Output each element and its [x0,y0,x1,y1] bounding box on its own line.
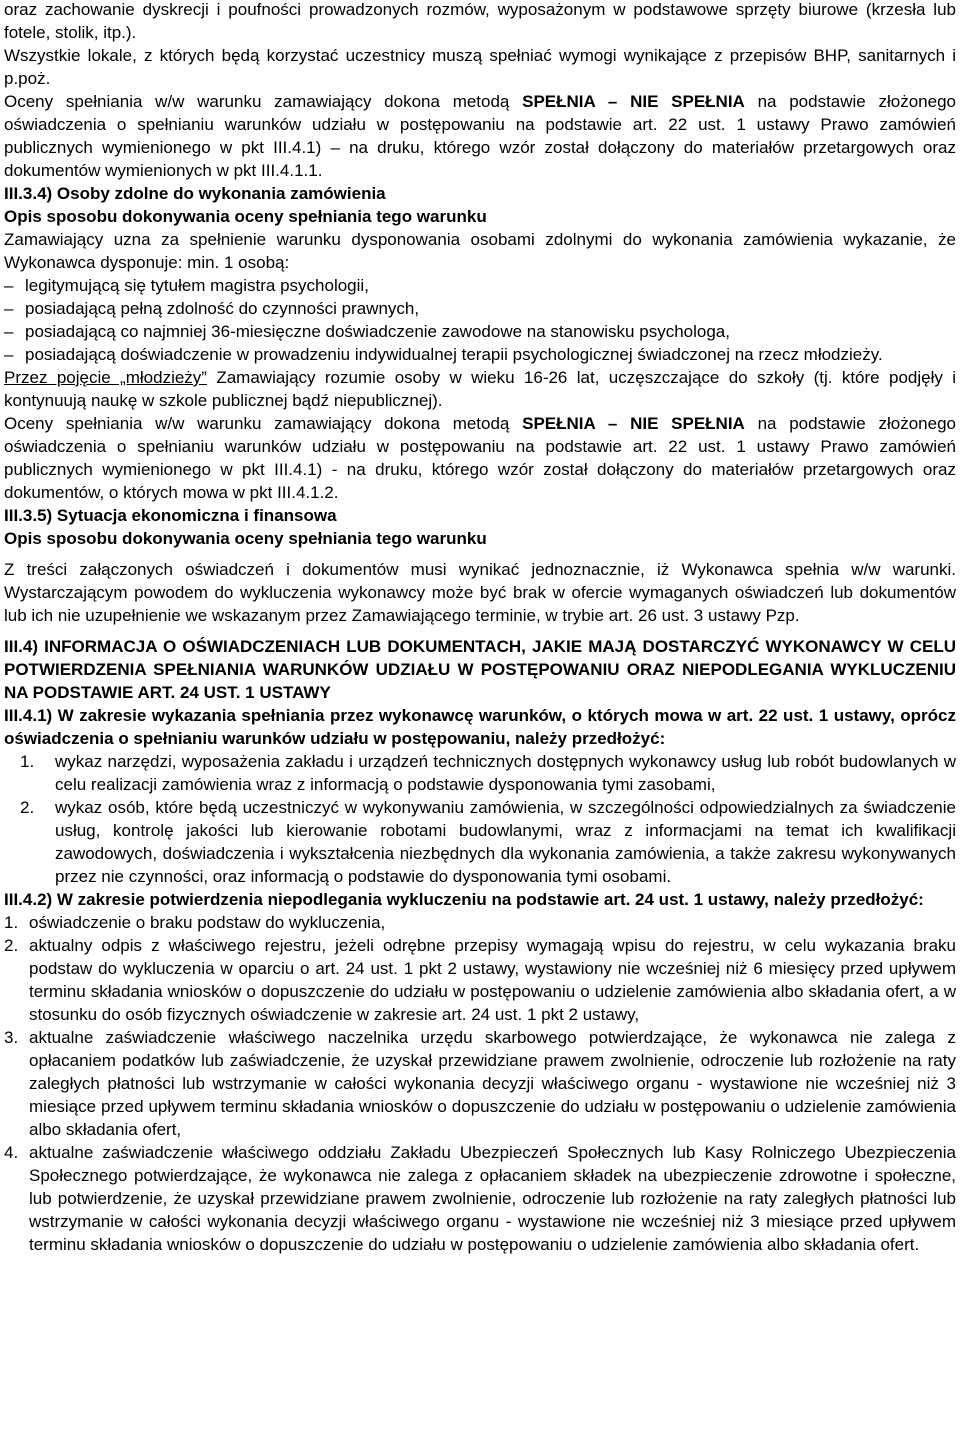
heading-section-3-3-4: III.3.4) Osoby zdolne do wykonania zamówienia [4,184,386,203]
heading-section-3-3-5: III.3.5) Sytuacja ekonomiczna i finansowa [4,506,337,525]
list-item: – posiadającą pełną zdolność do czynności prawnych, [4,299,420,318]
paragraph-youth-definition: Przez pojęcie „młodzieży” Zamawiający rozumie osoby w wieku 16-26 lat, uczęszczające do szkoły (tj. które podjęły i kontynuują naukę w szkole publicznej bądź niepublicznej). [4,368,956,410]
list-item: 2. aktualny odpis z właściwego rejestru, jeżeli odrębne przepisy wymagają wpisu do rejestru, w celu wykazania braku podstaw do wykluczenia w oparciu o art. 24 ust. 1 pkt 2 ustawy, wystawiony nie wcześniej niż 6 miesięcy przed upływem terminu składania wniosków o dopuszczenie do udziału w postępowaniu o udzielenie zamówienia albo składania ofert, a w stosunku do osób fizycznych oświadczenie w zakresie art. 24 ust. 1 pkt 2 ustawy, [4,936,956,1024]
list-item: 2. wykaz osób, które będą uczestniczyć w wykonywaniu zamówienia, w szczególności odpowiedzialnych za świadczenie usług, kontrolę jakości lub kierowanie robotami budowlanymi, wraz z informacjami na temat ich kwalifikacji zawodowych, doświadczenia i wykształcenia niezbędnych dla wykonania zamówienia, a także zakresu wykonywanych przez nie czynności, oraz informacją o podstawie do dysponowania tymi osobami. [20,798,956,886]
paragraph-bhp-requirements: Wszystkie lokale, z których będą korzystać uczestnicy muszą spełniać wymogi wynikające z przepisów BHP, sanitarnych i p.poż. [4,46,956,88]
list-item: – posiadającą doświadczenie w prowadzeniu indywidualnej terapii psychologicznej świadczonej na rzecz młodzieży. [4,345,883,364]
heading-section-3-4-2: III.4.2) W zakresie potwierdzenia niepodlegania wykluczeniu na podstawie art. 24 ust. 1 ustawy, należy przedłożyć: [4,890,924,909]
list-item: 1. wykaz narzędzi, wyposażenia zakładu i urządzeń technicznych dostępnych wykonawcy usług lub robót budowlanych w celu realizacji zamówienia wraz z informacją o podstawie dysponowania tymi zasobami, [20,752,956,794]
numbered-list-conditions [4,750,956,888]
paragraph-evaluation-method-2: Oceny spełniania w/w warunku zamawiający dokona metodą SPEŁNIA – NIE SPEŁNIA na podstawie złożonego oświadczenia o spełnianiu warunków udziału w postępowaniu na podstawie art. 22 ust. 1 ustawy Prawo zamówień publicznych wymienionego w pkt III.4.1) - na druku, którego wzór został dołączony do materiałów przetargowych oraz dokumentów, o których mowa w pkt III.4.1.2. [4,414,956,502]
dash-list-qualifications [4,274,956,366]
list-item: – legitymującą się tytułem magistra psychologii, [4,276,369,295]
paragraph-personnel-requirement: Zamawiający uzna za spełnienie warunku dysponowania osobami zdolnymi do wykonania zamówienia wykazanie, że Wykonawca dysponuje: min. 1 osobą: [4,230,956,272]
heading-section-3-4-1: III.4.1) W zakresie wykazania spełniania przez wykonawcę warunków, o których mowa w art. 22 ust. 1 ustawy, oprócz oświadczenia o spełnianiu warunków udziału w postępowaniu, należy przedłożyć: [4,706,956,748]
paragraph-furnishing: oraz zachowanie dyskrecji i poufności prowadzonych rozmów, wyposażonym w podstawowe sprzęty biurowe (krzesła lub fotele, stolik, itp.). [4,0,956,42]
document-page [4,0,956,1256]
paragraph-evaluation-method-1: Oceny spełniania w/w warunku zamawiający dokona metodą SPEŁNIA – NIE SPEŁNIA na podstawie złożonego oświadczenia o spełnianiu warunków udziału w postępowaniu na podstawie art. 22 ust. 1 ustawy Prawo zamówień publicznych wymienionego w pkt III.4.1) – na druku, którego wzór został dołączony do materiałów przetargowych oraz dokumentów wymienionych w pkt III.4.1.1. [4,92,956,180]
heading-evaluation-description-2: Opis sposobu dokonywania oceny spełniania tego warunku [4,529,487,548]
numbered-list-exclusion [4,911,956,1256]
list-item: – posiadającą co najmniej 36-miesięczne doświadczenie zawodowe na stanowisku psychologa, [4,322,730,341]
list-item: 4. aktualne zaświadczenie właściwego oddziału Zakładu Ubezpieczeń Społecznych lub Kasy Rolniczego Ubezpieczenia Społecznego potwierdzające, że wykonawca nie zalega z opłacaniem składek na ubezpieczenie zdrowotne i społeczne, lub potwierdzenie, że uzyskał przewidziane prawem zwolnienie, odroczenie lub rozłożenie na raty zaległych płatności lub wstrzymanie w całości wykonania decyzji właściwego organu - wystawione nie wcześniej niż 3 miesiące przed upływem terminu składania wniosków o dopuszczenie do udziału w postępowaniu o udzielenie zamówienia albo składania ofert. [4,1143,956,1254]
paragraph-documents-requirement: Z treści załączonych oświadczeń i dokumentów musi wynikać jednoznacznie, iż Wykonawca spełnia w/w warunki. Wystarczającym powodem do wykluczenia wykonawcy może być brak w ofercie wymaganych oświadczeń lub dokumentów lub ich nie uzupełnienie we wskazanym przez Zamawiającego terminie, w trybie art. 26 ust. 3 ustawy Pzp. [4,560,956,625]
heading-section-3-4: III.4) INFORMACJA O OŚWIADCZENIACH LUB DOKUMENTACH, JAKIE MAJĄ DOSTARCZYĆ WYKONAWCY W CELU POTWIERDZENIA SPEŁNIANIA WARUNKÓW UDZIAŁU W POSTĘPOWANIU ORAZ NIEPODLEGANIA WYKLUCZENIU NA PODSTAWIE ART. 24 UST. 1 USTAWY [4,637,956,702]
list-item: 3. aktualne zaświadczenie właściwego naczelnika urzędu skarbowego potwierdzające, że wykonawca nie zalega z opłacaniem podatków lub zaświadczenie, że uzyskał przewidziane prawem zwolnienie, odroczenie lub rozłożenie na raty zaległych płatności lub wstrzymanie w całości wykonania decyzji właściwego organu - wystawione nie wcześniej niż 3 miesiące przed upływem terminu składania wniosków o dopuszczenie do udziału w postępowaniu o udzielenie zamówienia albo składania ofert, [4,1028,956,1139]
list-item: 1. oświadczenie o braku podstaw do wykluczenia, [4,913,386,932]
heading-evaluation-description-1: Opis sposobu dokonywania oceny spełniania tego warunku [4,207,487,226]
